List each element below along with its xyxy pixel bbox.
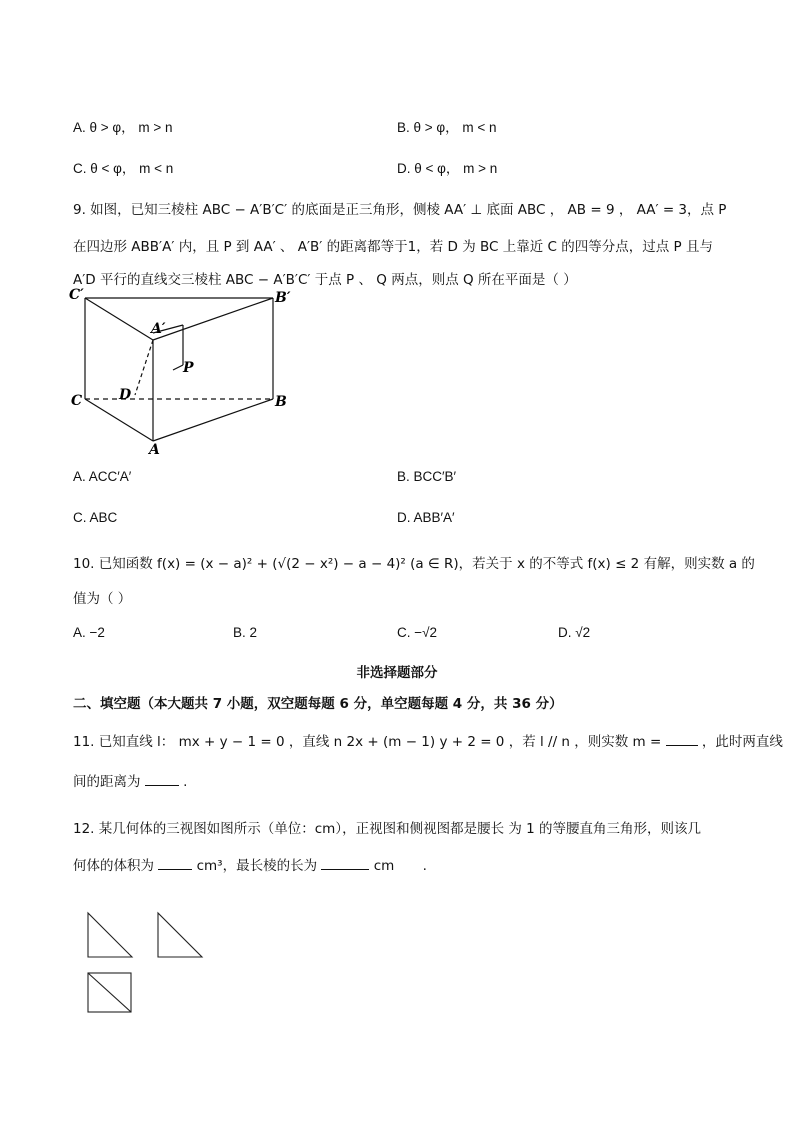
label-b: B: [275, 394, 287, 410]
q12-blank-volume[interactable]: [158, 856, 192, 870]
q11-stem-tail: ，此时两直线: [701, 734, 783, 750]
q9-option-b: B. BCC′B′: [397, 469, 457, 484]
q11-stem-text: 11. 已知直线 l： mx + y − 1 = 0 ，直线 n 2x + (m − 1) y + 2 = 0 ，若 l // n ，则实数 m =: [73, 734, 662, 750]
front-view-triangle: [88, 913, 132, 957]
q12-line2: [73, 854, 427, 874]
q11-distance-text: 间的距离为: [73, 774, 141, 790]
q11-period: .: [183, 774, 188, 790]
q8-option-c: C. θ < φ， m < n: [73, 161, 174, 176]
prism-figure: [65, 285, 305, 455]
label-a-prime: A′: [151, 321, 166, 337]
q11-blank-distance[interactable]: [145, 772, 179, 786]
q9-stem-line1: 9. 如图，已知三棱柱 ABC − A′B′C′ 的底面是正三角形，侧棱 AA′ ⊥ 底面 ABC ， AB = 9 ， AA′ = 3，点 P: [73, 202, 727, 218]
q10-option-a: A. −2: [73, 625, 105, 640]
q11-blank-m[interactable]: [666, 732, 698, 746]
label-c-prime: C′: [69, 287, 84, 303]
q10-stem-line2: 值为（ ）: [73, 591, 132, 607]
q8-option-d: D. θ < φ， m > n: [397, 161, 498, 176]
three-views-figure: [80, 905, 220, 1020]
side-view-triangle: [158, 913, 202, 957]
label-p: P: [183, 360, 194, 376]
q9-stem-line3: A′D 平行的直线交三棱柱 ABC − A′B′C′ 于点 P 、 Q 两点，则点 Q 所在平面是（ ）: [73, 272, 577, 288]
label-c: C: [71, 393, 83, 409]
q12-unit-cm: cm: [373, 858, 395, 874]
q11-line1: [73, 730, 783, 750]
q9-stem-line2: 在四边形 ABB′A′ 内，且 P 到 AA′ 、 A′B′ 的距离都等于1，若 D 为 BC 上靠近 C 的四等分点，过点 P 且与: [73, 239, 713, 255]
label-d: D: [119, 387, 132, 403]
q10-option-d: D. √2: [558, 625, 591, 640]
top-view-diagonal: [88, 973, 131, 1012]
q12-volume-text: 何体的体积为: [73, 858, 154, 874]
q10-stem-line1: 10. 已知函数 f(x) = (x − a)² + (√(2 − x²) − a − 4)² (a ∈ R)，若关于 x 的不等式 f(x) ≤ 2 有解，则实数 a 的: [73, 556, 755, 572]
part-title: 非选择题部分: [356, 665, 438, 681]
q9-option-c: C. ABC: [73, 510, 118, 525]
q9-option-a: A. ACC′A′: [73, 469, 132, 484]
q12-stem-line1: 12. 某几何体的三视图如图所示（单位：cm），正视图和侧视图都是腰长 为 1 的等腰直角三角形，则该几: [73, 821, 702, 837]
section-heading: 二、填空题（本大题共 7 小题，双空题每题 6 分，单空题每题 4 分，共 36 分）: [73, 696, 563, 712]
q8-option-a: A. θ > φ， m > n: [73, 120, 173, 135]
q12-unit-text: cm³，最长棱的长为: [196, 858, 318, 874]
q8-option-b: B. θ > φ， m < n: [397, 120, 497, 135]
q12-period: .: [422, 858, 427, 874]
q12-blank-edge[interactable]: [321, 856, 369, 870]
q11-line2: [73, 770, 187, 790]
q10-option-b: B. 2: [233, 625, 258, 640]
label-a: A: [149, 442, 160, 455]
q9-option-d: D. ABB′A′: [397, 510, 455, 525]
label-b-prime: B′: [275, 290, 291, 306]
q10-option-c: C. −√2: [397, 625, 438, 640]
